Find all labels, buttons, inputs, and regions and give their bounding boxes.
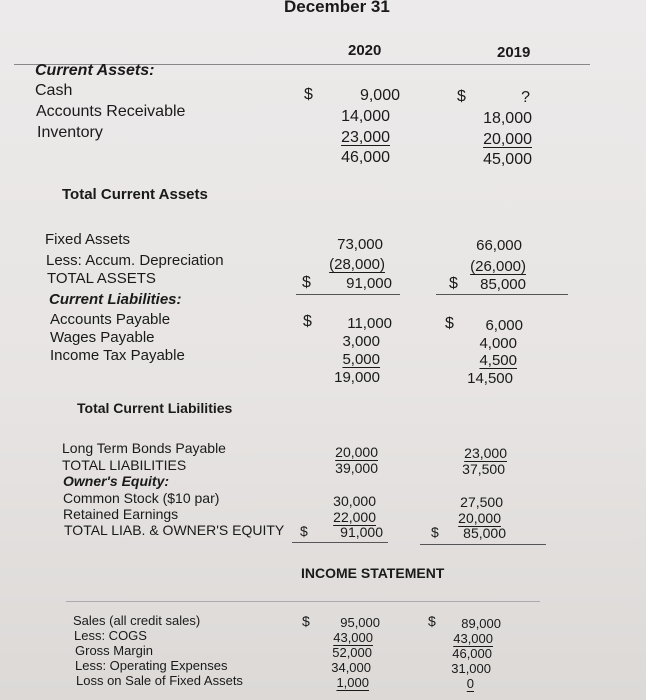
- inventory-label: Inventory: [37, 124, 103, 141]
- gross-margin-label: Gross Margin: [75, 643, 154, 658]
- operating-expenses-2019: 31,000: [451, 661, 491, 676]
- dollar-sign: $: [445, 315, 454, 332]
- bonds-payable-2020: 20,000: [335, 444, 378, 460]
- year-2019-header: 2019: [497, 44, 531, 61]
- total-liab-equity-2020: 91,000: [340, 524, 383, 540]
- dollar-sign: $: [302, 613, 310, 629]
- accounts-receivable-label: Accounts Receivable: [36, 103, 186, 120]
- retained-earnings-2020: 22,000: [333, 509, 376, 525]
- inventory-2019: 20,000: [483, 131, 532, 148]
- fixed-assets-2020: 73,000: [337, 236, 383, 253]
- inventory-2020: 23,000: [341, 129, 390, 146]
- sales-2020: 95,000: [340, 615, 380, 630]
- depreciation-label: Less: Accum. Depreciation: [46, 252, 224, 269]
- current-assets-subtotal-2020: 46,000: [341, 149, 390, 166]
- cash-2019: ?: [521, 89, 530, 106]
- bonds-payable-2019: 23,000: [464, 445, 507, 461]
- dollar-sign: $: [457, 88, 466, 105]
- income-tax-payable-2020: 5,000: [342, 351, 380, 368]
- cogs-2019: 43,000: [453, 631, 493, 646]
- dollar-sign: $: [303, 313, 312, 330]
- depreciation-2019: (26,000): [470, 258, 526, 275]
- cash-label: Cash: [35, 82, 73, 99]
- wages-payable-label: Wages Payable: [50, 329, 155, 346]
- current-liabilities-heading: Current Liabilities:: [49, 291, 182, 308]
- loss-on-sale-label: Loss on Sale of Fixed Assets: [76, 673, 243, 688]
- accounts-payable-2020: 11,000: [347, 315, 392, 332]
- total-liab-equity-rule-2020: [292, 542, 388, 543]
- accounts-payable-label: Accounts Payable: [50, 311, 171, 328]
- depreciation-2020: (28,000): [329, 256, 385, 273]
- total-liab-equity-label: TOTAL LIAB. & OWNER'S EQUITY: [64, 522, 285, 538]
- common-stock-2020: 30,000: [333, 493, 376, 509]
- income-statement-heading: INCOME STATEMENT: [301, 565, 445, 581]
- current-liabilities-subtotal-2020: 19,000: [334, 369, 380, 386]
- sales-2019: 89,000: [461, 616, 501, 631]
- loss-on-sale-2019: 0: [466, 676, 474, 691]
- current-assets-subtotal-2019: 45,000: [483, 151, 532, 168]
- total-liabilities-label: TOTAL LIABILITIES: [62, 457, 187, 473]
- income-statement-rule: [66, 601, 540, 602]
- cogs-2020: 43,000: [333, 630, 373, 645]
- current-assets-heading: Current Assets:: [35, 62, 155, 79]
- accounts-payable-2019: 6,000: [485, 317, 523, 334]
- accounts-receivable-2019: 18,000: [483, 110, 532, 127]
- common-stock-label: Common Stock ($10 par): [63, 490, 220, 506]
- gross-margin-2020: 52,000: [332, 645, 372, 660]
- accounts-receivable-2020: 14,000: [341, 108, 390, 125]
- dollar-sign: $: [449, 275, 458, 292]
- dollar-sign: $: [300, 523, 308, 539]
- cogs-label: Less: COGS: [74, 628, 147, 643]
- total-liabilities-2019: 37,500: [462, 461, 505, 477]
- common-stock-2019: 27,500: [460, 494, 503, 510]
- total-assets-2020: 91,000: [346, 275, 392, 292]
- fixed-assets-2019: 66,000: [476, 237, 522, 254]
- dollar-sign: $: [302, 274, 311, 291]
- loss-on-sale-2020: 1,000: [336, 675, 369, 690]
- year-2020-header: 2020: [348, 42, 382, 59]
- sales-label: Sales (all credit sales): [73, 613, 201, 628]
- dollar-sign: $: [428, 613, 436, 629]
- total-assets-label: TOTAL ASSETS: [47, 270, 156, 287]
- total-current-liabilities-label: Total Current Liabilities: [77, 400, 233, 416]
- owners-equity-heading: Owner's Equity:: [63, 473, 170, 489]
- wages-payable-2019: 4,000: [479, 335, 517, 352]
- period-header: December 31: [284, 0, 390, 16]
- income-tax-payable-label: Income Tax Payable: [50, 347, 185, 364]
- total-assets-2019: 85,000: [480, 276, 526, 293]
- current-liabilities-subtotal-2019: 14,500: [467, 370, 513, 387]
- dollar-sign: $: [431, 524, 439, 540]
- total-liabilities-2020: 39,000: [335, 460, 378, 476]
- gross-margin-2019: 46,000: [452, 646, 492, 661]
- total-liab-equity-rule-2019: [420, 544, 546, 545]
- retained-earnings-2019: 20,000: [458, 510, 501, 526]
- total-liab-equity-2019: 85,000: [463, 525, 506, 541]
- wages-payable-2020: 3,000: [342, 333, 380, 350]
- total-current-assets-label: Total Current Assets: [62, 186, 208, 203]
- total-assets-rule-2020: [296, 294, 400, 295]
- fixed-assets-label: Fixed Assets: [45, 231, 131, 248]
- income-tax-payable-2019: 4,500: [479, 352, 517, 369]
- bonds-payable-label: Long Term Bonds Payable: [62, 440, 226, 456]
- operating-expenses-label: Less: Operating Expenses: [75, 658, 228, 673]
- dollar-sign: $: [304, 86, 313, 103]
- retained-earnings-label: Retained Earnings: [63, 506, 179, 522]
- total-assets-rule-2019: [436, 294, 568, 295]
- operating-expenses-2020: 34,000: [331, 660, 371, 675]
- cash-2020: 9,000: [359, 87, 400, 104]
